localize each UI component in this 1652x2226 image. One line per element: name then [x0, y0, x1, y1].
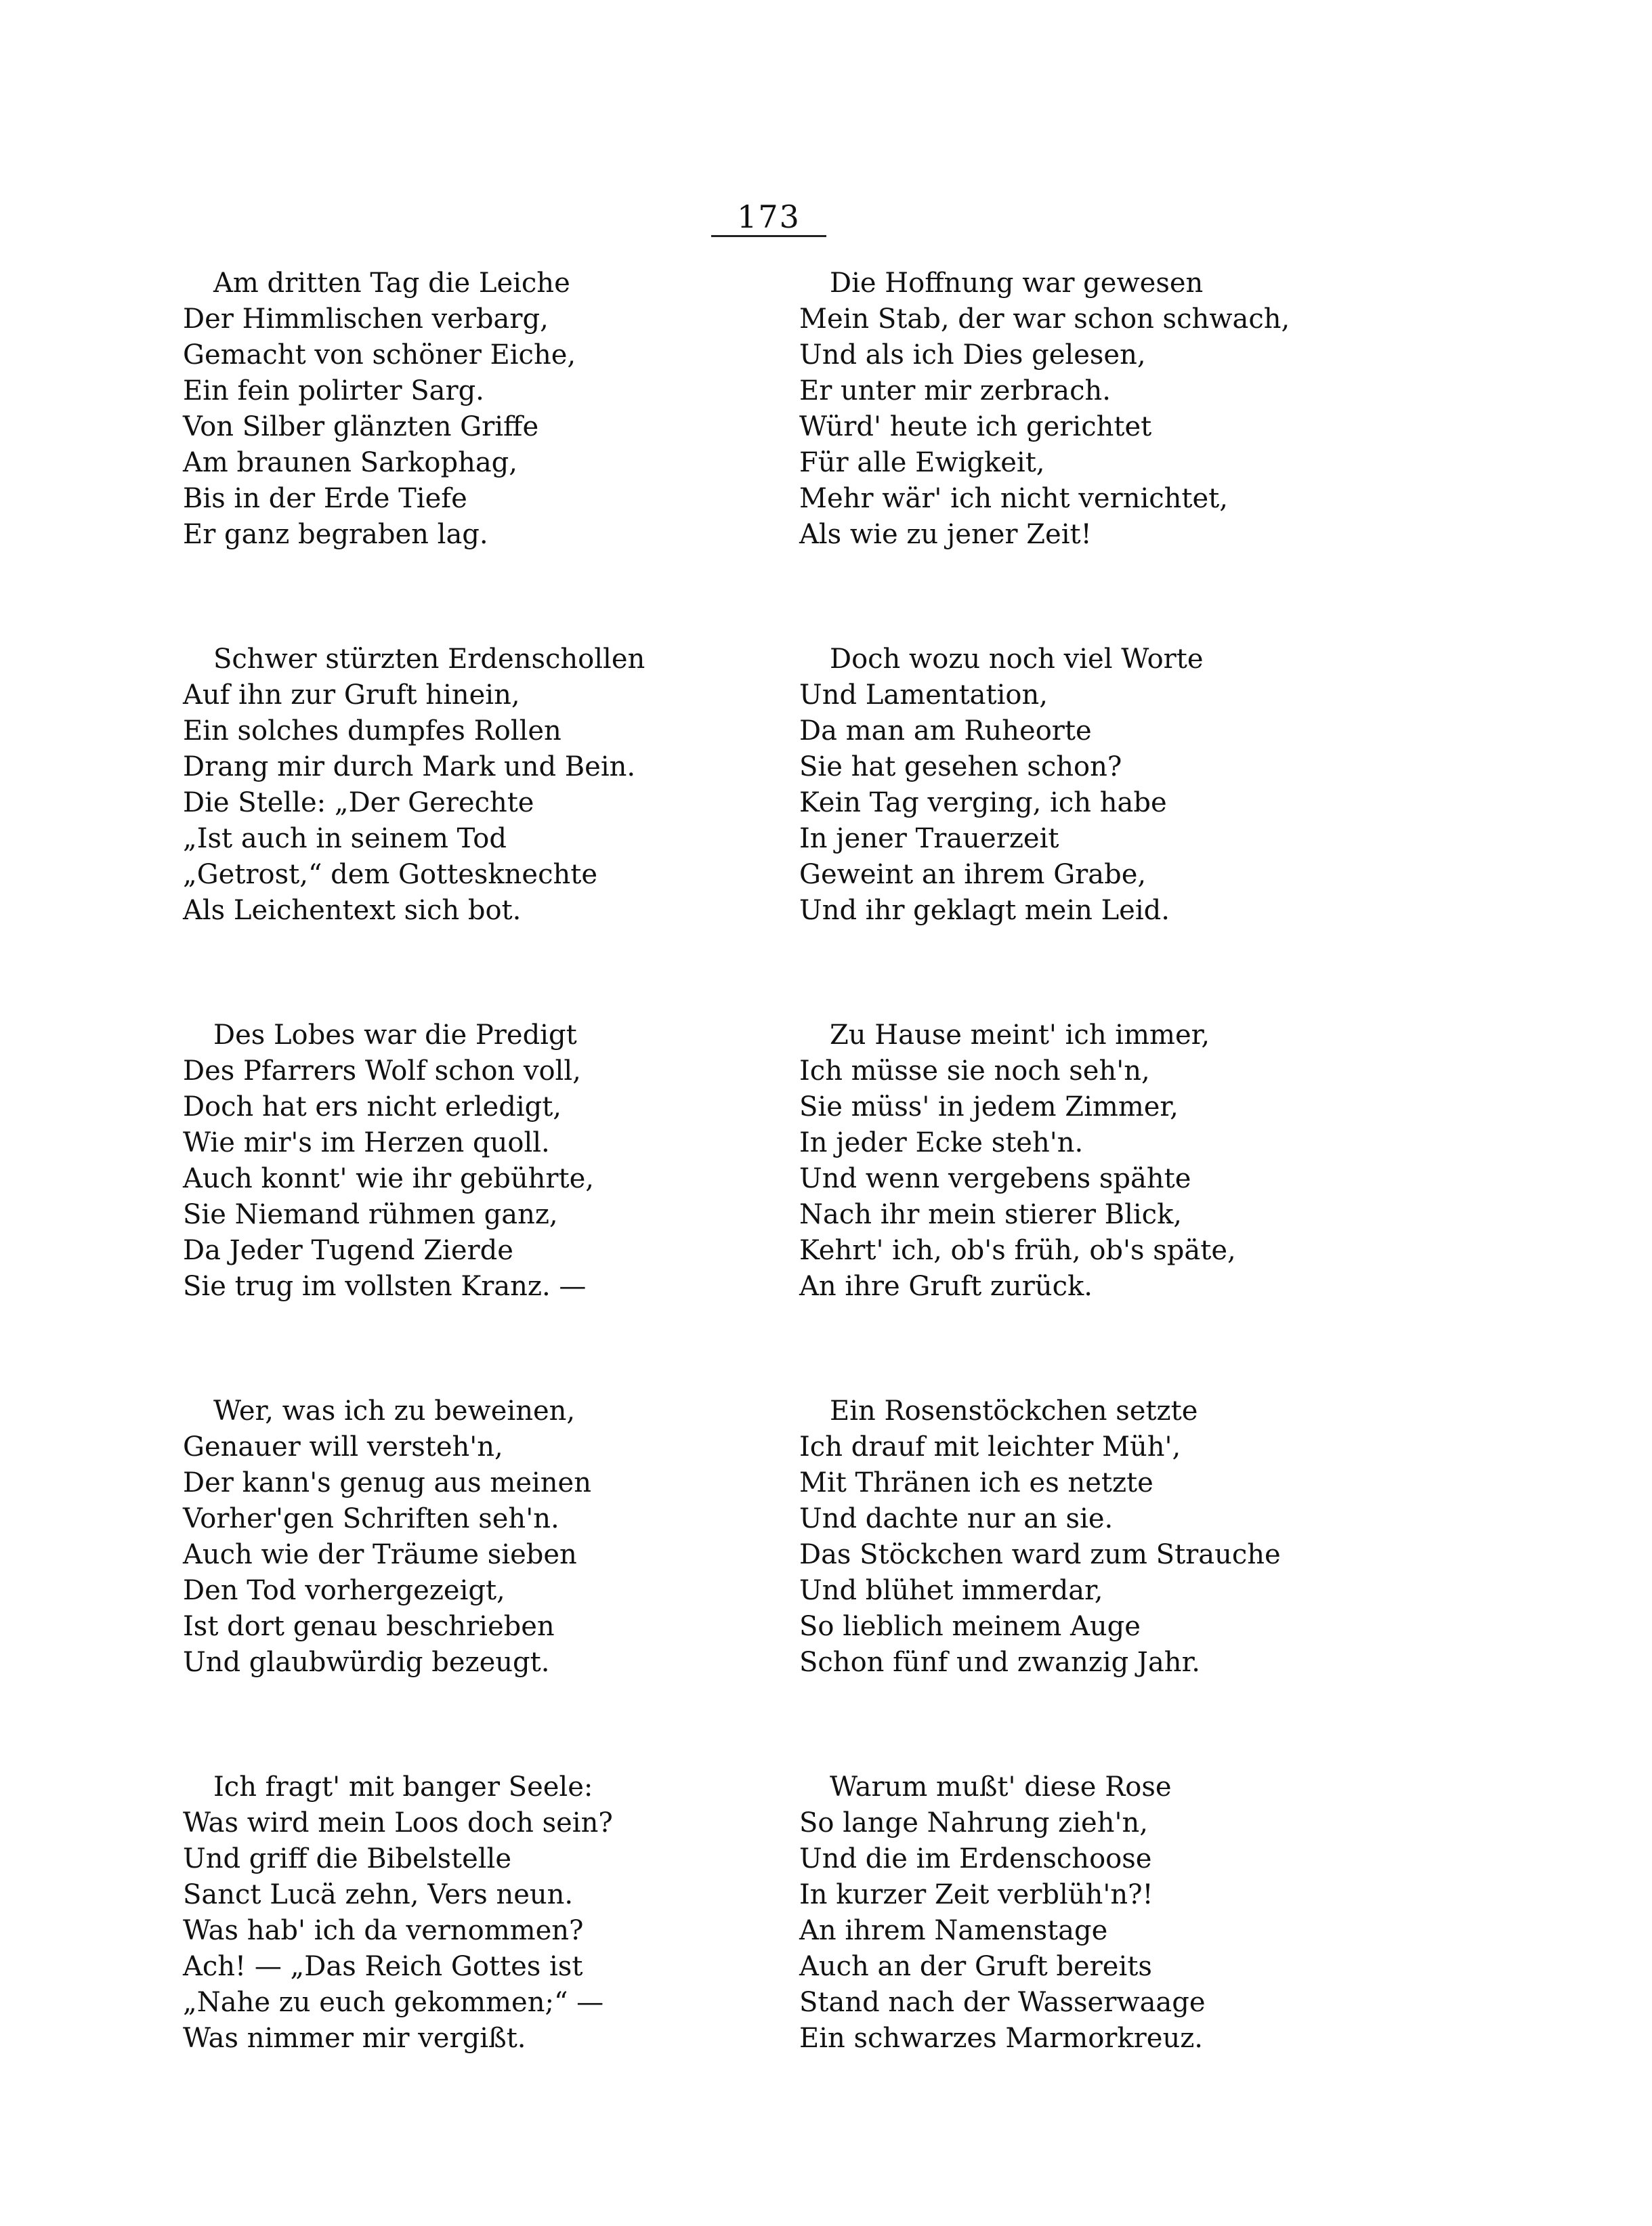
verse-line: Den Tod vorhergezeigt, [183, 1575, 505, 1606]
page-number-rule [711, 235, 826, 237]
verse-line: Und wenn vergebens spähte [799, 1163, 1191, 1194]
verse-line: Schwer stürzten Erdenschollen [213, 644, 645, 675]
verse-line: Ich müsse sie noch seh'n, [799, 1055, 1150, 1087]
verse-line: In jener Trauerzeit [799, 823, 1059, 854]
verse-line: Auch konnt' wie ihr gebührte, [183, 1163, 594, 1194]
verse-line: Das Stöckchen ward zum Strauche [799, 1539, 1281, 1570]
verse-line: Was hab' ich da vernommen? [183, 1915, 584, 1946]
verse-line: Er ganz begraben lag. [183, 519, 488, 550]
verse-line: Da man am Ruheorte [799, 715, 1092, 747]
verse-line: In kurzer Zeit verblüh'n?! [799, 1879, 1153, 1910]
verse-line: Auf ihn zur Gruft hinein, [183, 679, 520, 711]
verse-line: „Getrost,“ dem Gottesknechte [183, 859, 597, 890]
verse-line: Von Silber glänzten Griffe [183, 411, 539, 442]
verse-line: Und dachte nur an sie. [799, 1503, 1114, 1534]
stanza [799, 1017, 1382, 1305]
verse-line: „Nahe zu euch gekommen;“ — [183, 1987, 604, 2018]
verse-line: Warum mußt' diese Rose [830, 1771, 1172, 1803]
verse-line: Doch wozu noch viel Worte [830, 644, 1204, 675]
verse-line: Was wird mein Loos doch sein? [183, 1807, 613, 1839]
verse-line: Als wie zu jener Zeit! [799, 519, 1092, 550]
stanza [799, 1769, 1382, 2057]
verse-line: Am braunen Sarkophag, [183, 447, 518, 478]
verse-line: Ein Rosenstöckchen setzte [830, 1395, 1198, 1427]
verse-line: Wer, was ich zu beweinen, [213, 1395, 576, 1427]
verse-line: Kehrt' ich, ob's früh, ob's späte, [799, 1235, 1236, 1266]
verse-line: Da Jeder Tugend Zierde [183, 1235, 513, 1266]
verse-line: Und die im Erdenschoose [799, 1843, 1152, 1874]
verse-line: Vorher'gen Schriften seh'n. [183, 1503, 559, 1534]
verse-line: Und als ich Dies gelesen, [799, 339, 1146, 371]
verse-line: Wie mir's im Herzen quoll. [183, 1127, 550, 1158]
verse-line: Am dritten Tag die Leiche [213, 268, 570, 299]
verse-line: An ihrem Namenstage [799, 1915, 1108, 1946]
verse-line: Die Stelle: „Der Gerechte [183, 787, 534, 818]
verse-line: Genauer will versteh'n, [183, 1431, 503, 1463]
verse-line: Mehr wär' ich nicht vernichtet, [799, 483, 1228, 514]
verse-line: Geweint an ihrem Grabe, [799, 859, 1147, 890]
verse-line: Gemacht von schöner Eiche, [183, 339, 576, 371]
verse-line: Was nimmer mir vergißt. [183, 2023, 526, 2054]
verse-line: An ihre Gruft zurück. [799, 1271, 1093, 1302]
verse-line: Ein fein polirter Sarg. [183, 375, 484, 406]
stanza [799, 266, 1382, 553]
stanza [183, 1769, 765, 2057]
verse-line: Ach! — „Das Reich Gottes ist [183, 1951, 583, 1982]
verse-line: Würd' heute ich gerichtet [799, 411, 1152, 442]
verse-line: Bis in der Erde Tiefe [183, 483, 467, 514]
verse-line: Als Leichentext sich bot. [183, 895, 522, 926]
verse-line: Ich fragt' mit banger Seele: [213, 1771, 593, 1803]
verse-line: Der kann's genug aus meinen [183, 1467, 591, 1498]
verse-line: „Ist auch in seinem Tod [183, 823, 507, 854]
verse-line: Mit Thränen ich es netzte [799, 1467, 1153, 1498]
verse-line: Nach ihr mein stierer Blick, [799, 1199, 1183, 1230]
verse-line: Ich drauf mit leichter Müh', [799, 1431, 1181, 1463]
verse-line: Und griff die Bibelstelle [183, 1843, 512, 1874]
verse-line: Und blühet immerdar, [799, 1575, 1103, 1606]
verse-line: Drang mir durch Mark und Bein. [183, 751, 636, 782]
page-number: 173 [737, 198, 801, 235]
verse-line: Ein solches dumpfes Rollen [183, 715, 562, 747]
verse-line: Er unter mir zerbrach. [799, 375, 1111, 406]
right-column [799, 266, 1382, 2145]
verse-line: Für alle Ewigkeit, [799, 447, 1045, 478]
stanza [183, 266, 765, 553]
verse-line: Sie trug im vollsten Kranz. — [183, 1271, 587, 1302]
verse-line: So lange Nahrung zieh'n, [799, 1807, 1148, 1839]
verse-line: Auch an der Gruft bereits [799, 1951, 1152, 1982]
verse-line: In jeder Ecke steh'n. [799, 1127, 1084, 1158]
verse-line: Schon fünf und zwanzig Jahr. [799, 1647, 1201, 1678]
verse-line: Und glaubwürdig bezeugt. [183, 1647, 550, 1678]
verse-line: Sie Niemand rühmen ganz, [183, 1199, 558, 1230]
verse-line: Mein Stab, der war schon schwach, [799, 303, 1290, 335]
stanza [183, 1017, 765, 1305]
left-column [183, 266, 765, 2145]
verse-line: Der Himmlischen verbarg, [183, 303, 549, 335]
verse-line: Sanct Lucä zehn, Vers neun. [183, 1879, 574, 1910]
stanza [799, 1393, 1382, 1681]
stanza [183, 642, 765, 929]
verse-line: Doch hat ers nicht erledigt, [183, 1091, 562, 1122]
verse-line: Ein schwarzes Marmorkreuz. [799, 2023, 1203, 2054]
verse-line: Die Hoffnung war gewesen [830, 268, 1204, 299]
verse-line: Sie müss' in jedem Zimmer, [799, 1091, 1179, 1122]
verse-line: Und Lamentation, [799, 679, 1048, 711]
verse-line: Des Lobes war die Predigt [213, 1020, 577, 1051]
verse-line: Kein Tag verging, ich habe [799, 787, 1167, 818]
verse-line: So lieblich meinem Auge [799, 1611, 1141, 1642]
verse-line: Stand nach der Wasserwaage [799, 1987, 1206, 2018]
stanza [183, 1393, 765, 1681]
verse-line: Des Pfarrers Wolf schon voll, [183, 1055, 581, 1087]
verse-line: Und ihr geklagt mein Leid. [799, 895, 1170, 926]
verse-line: Zu Hause meint' ich immer, [830, 1020, 1210, 1051]
verse-line: Auch wie der Träume sieben [183, 1539, 577, 1570]
verse-line: Ist dort genau beschrieben [183, 1611, 555, 1642]
stanza [799, 642, 1382, 929]
verse-line: Sie hat gesehen schon? [799, 751, 1122, 782]
